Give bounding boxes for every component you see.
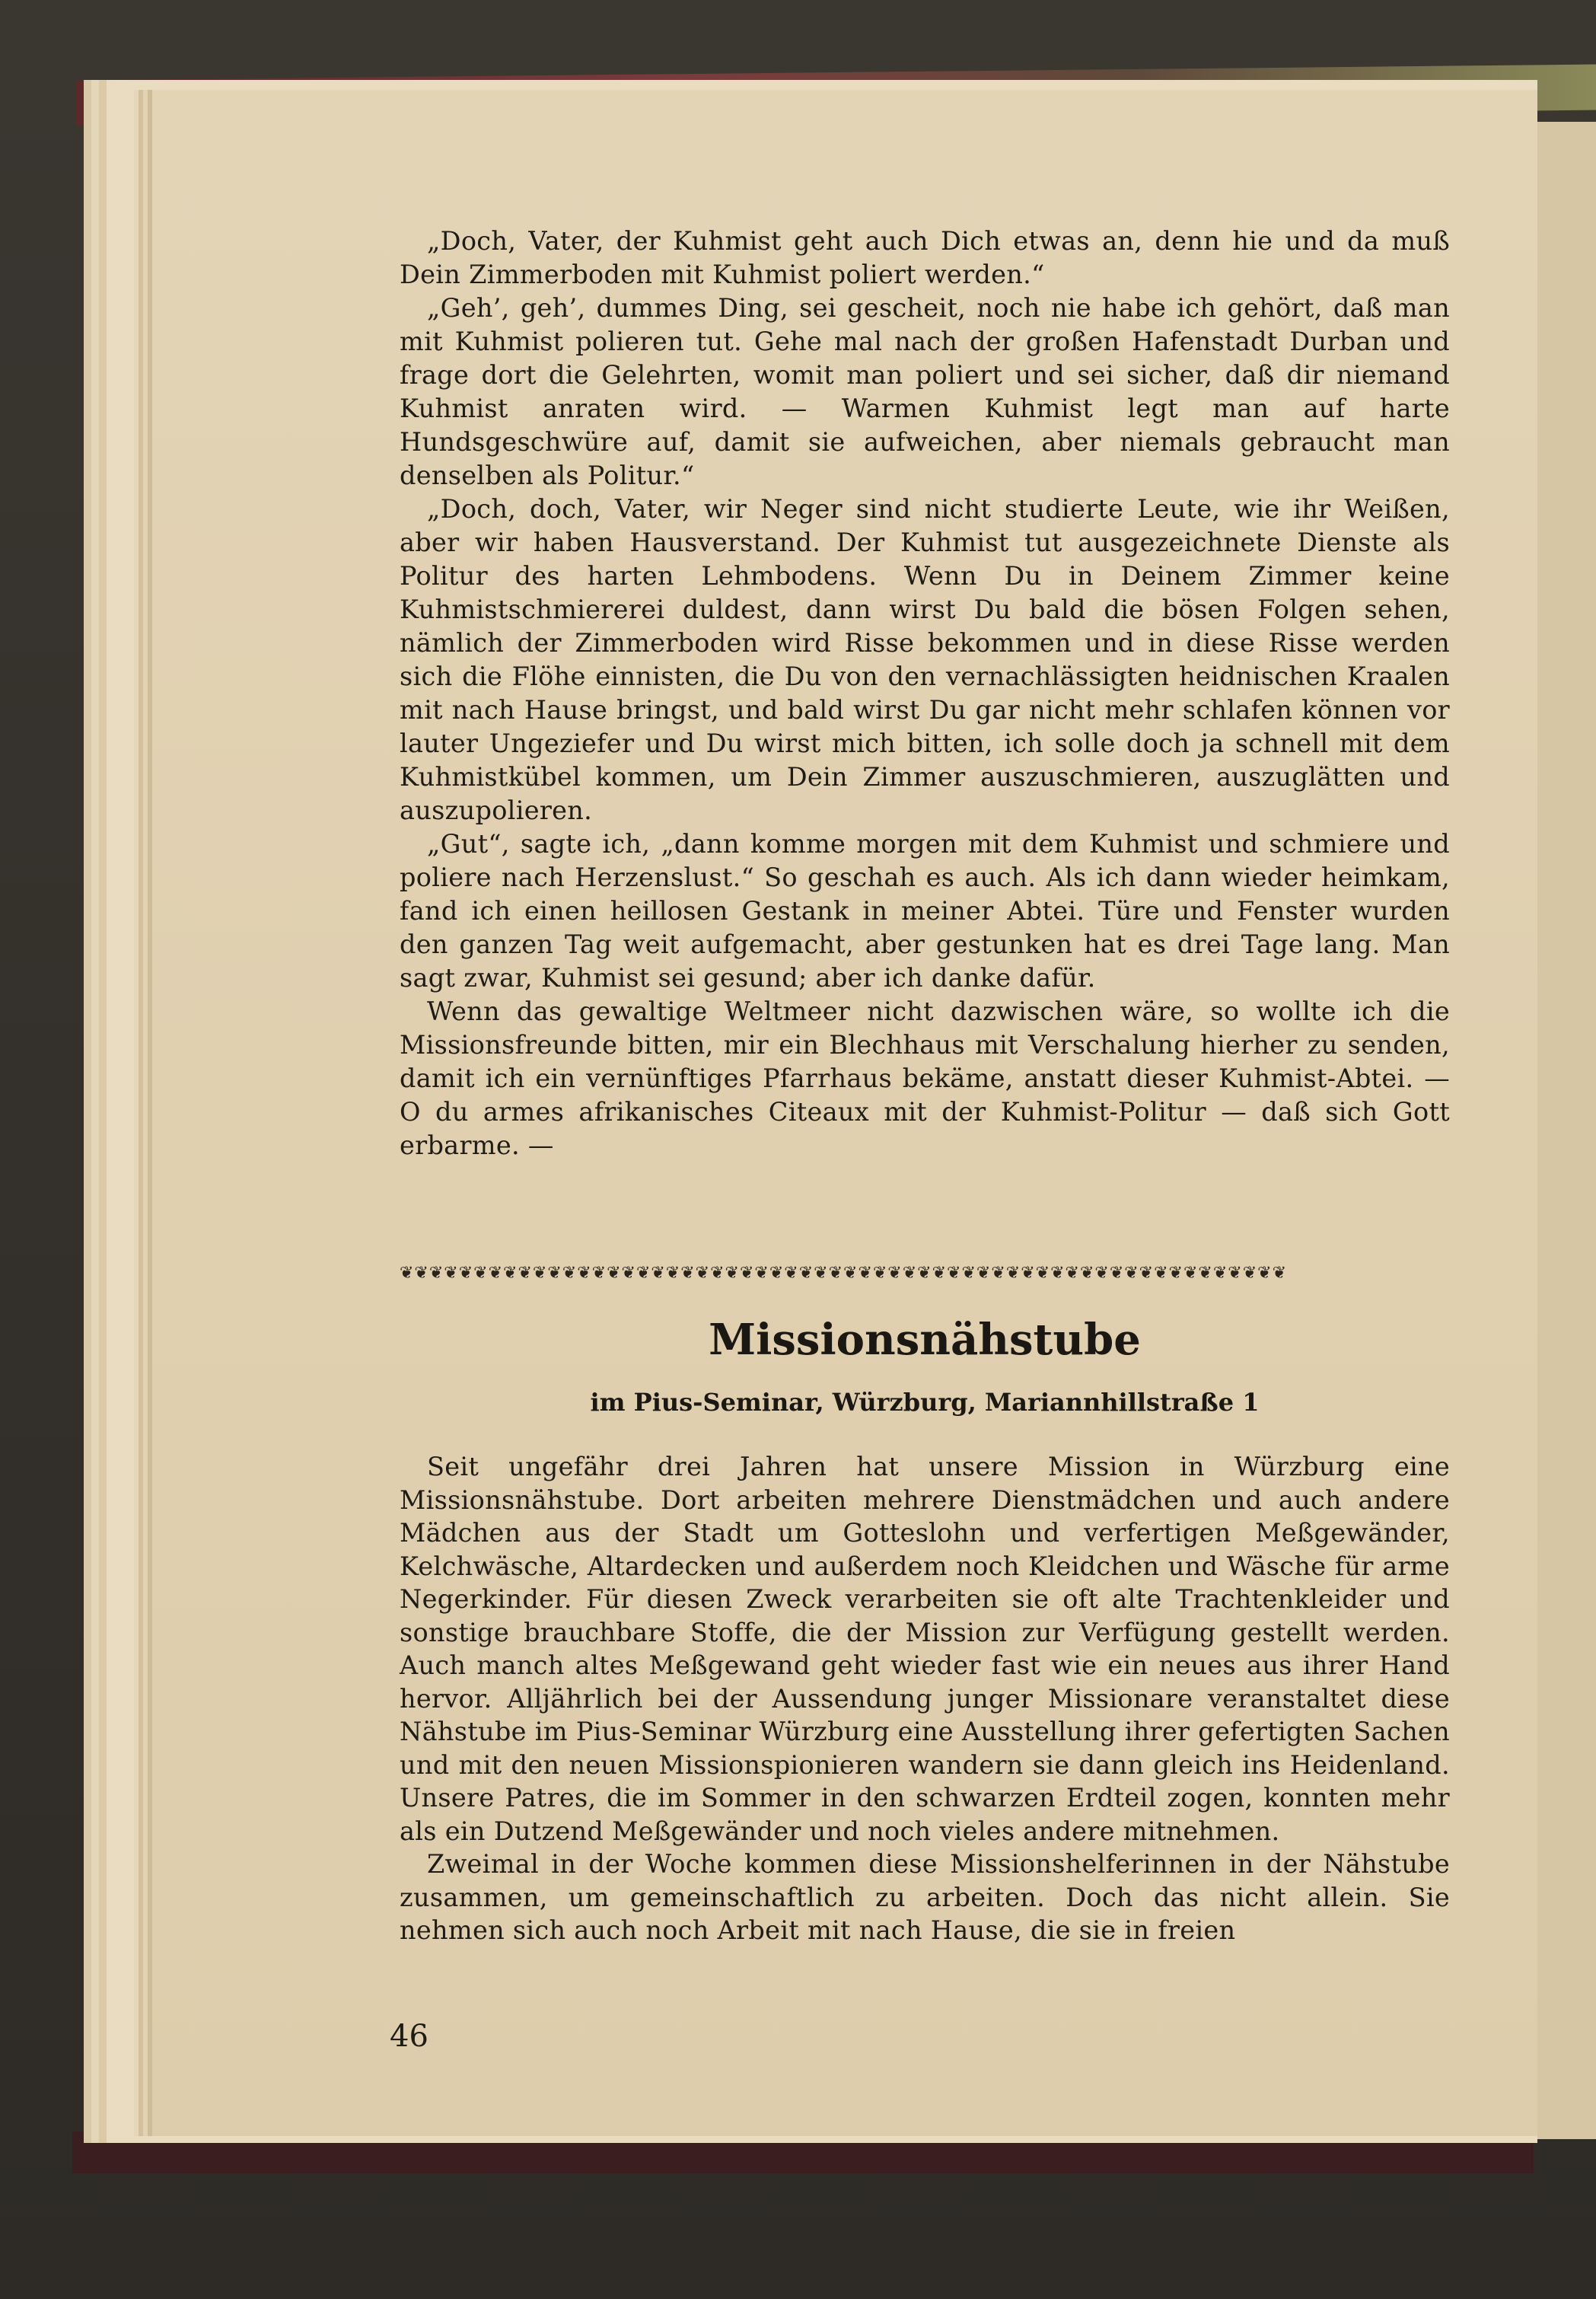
article-continuation (400, 225, 1450, 1162)
article-subtitle: im Pius-Seminar, Würzburg, Mariannhillstraße 1 (590, 1388, 1260, 1417)
paragraph: Zweimal in der Woche kommen diese Missionshelferinnen in der Nähstube zusammen, um gemeinschaftlich zu arbeiten. Doch das nicht allein. Sie nehmen sich auch noch Arbeit mit nach Hause, die sie in freien (400, 1849, 1450, 1945)
ornamental-divider: ❦❦❦❦❦❦❦❦❦❦❦❦❦❦❦❦❦❦❦❦❦❦❦❦❦❦❦❦❦❦❦❦❦❦❦❦❦❦❦❦❦❦❦❦❦❦❦❦❦❦❦❦❦❦❦❦❦❦❦❦ (400, 1264, 1288, 1283)
paragraph: „Doch, doch, Vater, wir Neger sind nicht studierte Leute, wie ihr Weißen, aber wir haben Hausverstand. Der Kuhmist tut ausgezeichnete Dienste als Politur des harten Lehmbodens. Wenn Du in Deinem Zimmer keine Kuhmistschmiererei duldest, dann wirst Du bald die bösen Folgen sehen, nämlich der Zimmerboden wird Risse bekommen und in diese Risse werden sich die Flöhe einnisten, die Du von den vernachlässigten heidnischen Kraalen mit nach Hause bringst, und bald wirst Du gar nicht mehr schlafen können vor lauter Ungeziefer und Du wirst mich bitten, ich solle doch ja schnell mit dem Kuhmistkübel kommen, um Dein Zimmer auszuschmieren, auszuglätten und auszupolieren. (400, 494, 1450, 825)
article-body (400, 1450, 1450, 1947)
paragraph: „Doch, Vater, der Kuhmist geht auch Dich etwas an, denn hie und da muß Dein Zimmerboden mit Kuhmist poliert werden.“ (400, 226, 1450, 289)
paragraph: Seit ungefähr drei Jahren hat unsere Mission in Würzburg eine Missionsnähstube. Dort arbeiten mehrere Dienstmädchen und auch andere Mädchen aus der Stadt um Gotteslohn und verfertigen Meßgewänder, Kelchwäsche, Altardecken und außerdem noch Kleidchen und Wäsche für arme Negerkinder. Für diesen Zweck verarbeiten sie oft alte Trachtenkleider und sonstige brauchbare Stoffe, die der Mission zur Verfügung gestellt werden. Auch manch altes Meßgewand geht wieder fast wie ein neues aus ihrer Hand hervor. Alljährlich bei der Aussendung junger Missionare veranstaltet diese Nähstube im Pius-Seminar Würzburg eine Ausstellung ihrer gefertigten Sachen und mit den neuen Missionspionieren wandern sie dann gleich ins Heidenland. Unsere Patres, die im Sommer in den schwarzen Erdteil zogen, konnten mehr als ein Dutzend Meßgewänder und noch vieles andere mitnehmen. (400, 1452, 1450, 1846)
article-title: Missionsnähstube (709, 1315, 1141, 1365)
paragraph: „Geh’, geh’, dummes Ding, sei gescheit, noch nie habe ich gehört, daß man mit Kuhmist polieren tut. Gehe mal nach der großen Hafenstadt Durban und frage dort die Gelehrten, womit man poliert und sei sicher, daß dir niemand Kuhmist anraten wird. — Warmen Kuhmist legt man auf harte Hundsgeschwüre auf, damit sie aufweichen, aber niemals gebraucht man denselben als Politur.“ (400, 293, 1450, 490)
page-number: 46 (390, 2019, 428, 2054)
facing-page-edge (1537, 122, 1596, 2139)
paragraph: „Gut“, sagte ich, „dann komme morgen mit dem Kuhmist und schmiere und poliere nach Herzenslust.“ So geschah es auch. Als ich dann wieder heimkam, fand ich einen heillosen Gestank in meiner Abtei. Türe und Fenster wurden den ganzen Tag weit aufgemacht, aber gestunken hat es drei Tage lang. Man sagt zwar, Kuhmist sei gesund; aber ich danke dafür. (400, 829, 1450, 993)
paragraph: Wenn das gewaltige Weltmeer nicht dazwischen wäre, so wollte ich die Missionsfreunde bitten, mir ein Blechhaus mit Verschalung hierher zu senden, damit ich ein vernünftiges Pfarrhaus bekäme, anstatt dieser Kuhmist-Abtei. — O du armes afrikanisches Citeaux mit der Kuhmist-Politur — daß sich Gott erbarme. — (400, 996, 1450, 1160)
